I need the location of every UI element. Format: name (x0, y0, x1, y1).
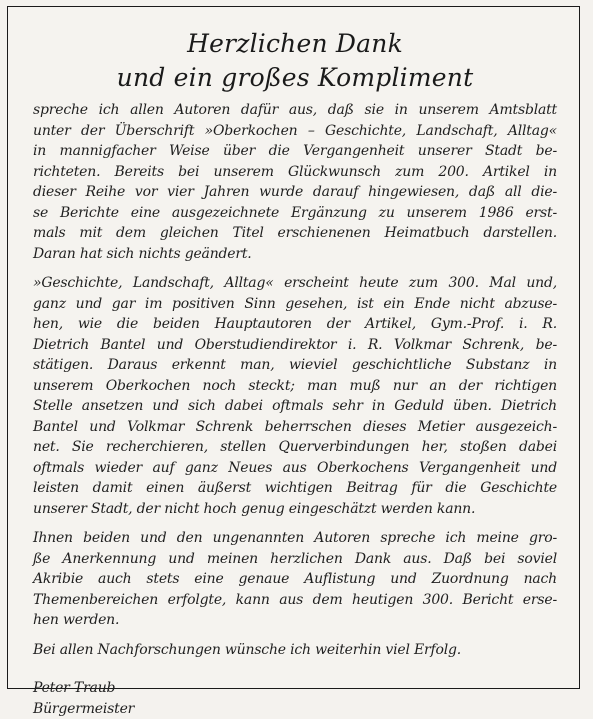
paragraph-line: se Berichte eine ausgezeichnete Ergänzung zu unserem 1986 erst- (33, 203, 557, 224)
paragraph-2 (33, 273, 557, 519)
paragraph-line: oftmals wieder auf ganz Neues aus Oberkochens Vergangenheit und (33, 458, 557, 479)
closing-sentence: Bei allen Nachforschungen wünsche ich weiterhin viel Erfolg. (33, 640, 557, 661)
paragraph-line: mals mit dem gleichen Titel erschienenen Heimatbuch darstellen. (33, 223, 557, 244)
paragraph-line: Stelle ansetzen und sich dabei oftmals sehr in Geduld üben. Dietrich (33, 396, 557, 417)
paragraph-line: net. Sie recherchieren, stellen Querverbindungen her, stoßen dabei (33, 437, 557, 458)
paragraph-line: in mannigfacher Weise über die Vergangenheit unserer Stadt be- (33, 141, 557, 162)
paragraph-3 (33, 528, 557, 631)
paragraph-line: stätigen. Daraus erkennt man, wieviel geschichtliche Substanz in (33, 355, 557, 376)
signature-block (33, 678, 557, 719)
paragraph-line: spreche ich allen Autoren dafür aus, daß sie in unserem Amtsblatt (33, 100, 557, 121)
paragraph-line: unserer Stadt, der nicht hoch genug eingeschätzt werden kann. (33, 499, 557, 520)
notice-content (33, 27, 557, 719)
paragraph-line: ganz und gar im positiven Sinn gesehen, ist ein Ende nicht abzuse- (33, 294, 557, 315)
paragraph-line: dieser Reihe vor vier Jahren wurde darauf hingewiesen, daß all die- (33, 182, 557, 203)
headline-line-2: und ein großes Kompliment (33, 61, 557, 95)
paragraph-line: Bantel und Volkmar Schrenk beherrschen dieses Metier ausgezeich- (33, 417, 557, 438)
paragraph-line: Akribie auch stets eine genaue Auflistung und Zuordnung nach (33, 569, 557, 590)
paragraph-line: richteten. Bereits bei unserem Glückwunsch zum 200. Artikel in (33, 162, 557, 183)
paragraph-line: leisten damit einen äußerst wichtigen Beitrag für die Geschichte (33, 478, 557, 499)
paragraph-line: »Geschichte, Landschaft, Alltag« erscheint heute zum 300. Mal und, (33, 273, 557, 294)
headline-line-1: Herzlichen Dank (33, 27, 557, 61)
paragraph-line: unter der Überschrift »Oberkochen – Geschichte, Landschaft, Alltag« (33, 121, 557, 142)
paragraph-line: Themenbereichen erfolgte, kann aus dem heutigen 300. Bericht erse- (33, 590, 557, 611)
paragraph-line: hen werden. (33, 610, 557, 631)
paragraph-line: Ihnen beiden und den ungenannten Autoren spreche ich meine gro- (33, 528, 557, 549)
headline (33, 27, 557, 95)
paragraph-line: Dietrich Bantel und Oberstudiendirektor i. R. Volkmar Schrenk, be- (33, 335, 557, 356)
notice-frame (7, 6, 580, 689)
signature-name: Peter Traub (33, 678, 557, 699)
paragraph-line: hen, wie die beiden Hauptautoren der Artikel, Gym.-Prof. i. R. (33, 314, 557, 335)
body-text (33, 100, 557, 719)
paragraph-1 (33, 100, 557, 264)
paragraph-line: Daran hat sich nichts geändert. (33, 244, 557, 265)
paragraph-line: unserem Oberkochen noch steckt; man muß nur an der richtigen (33, 376, 557, 397)
signature-title: Bürgermeister (33, 699, 557, 719)
paragraph-line: ße Anerkennung und meinen herzlichen Dank aus. Daß bei soviel (33, 549, 557, 570)
